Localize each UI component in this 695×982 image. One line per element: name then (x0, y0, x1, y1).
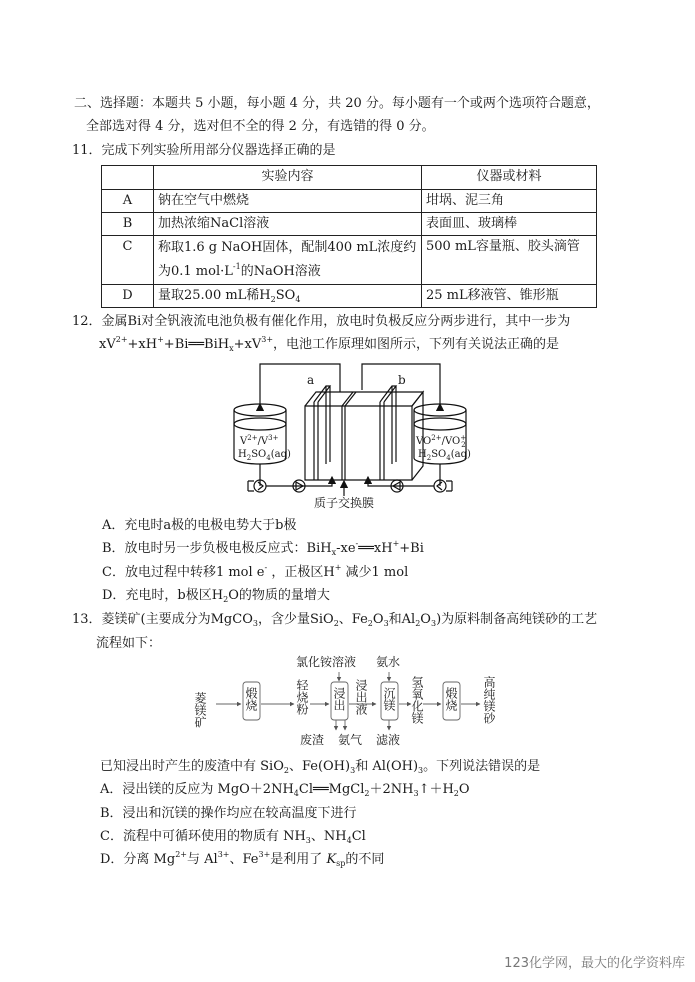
right-tank-liquid (414, 418, 466, 430)
row-content-line2-pre: 为0.1 mol·L (158, 264, 233, 279)
flow-waste1: 废渣 (300, 733, 325, 747)
row-apparatus: 25 mL移液管、锥形瓶 (422, 285, 597, 308)
q12-option-c: C．放电过程中转移1 mol e- ，正极区H+ 减少1 mol (102, 563, 409, 580)
row-content (154, 285, 422, 308)
process-flowchart (193, 652, 503, 748)
row-content-chem: NaCl (210, 216, 244, 231)
flow-prod2: 浸出液 (354, 679, 368, 715)
section-heading-line2: 全部选对得 4 分，选对但不全的得 2 分，有选错的得 0 分。 (86, 119, 435, 134)
row-label: D (102, 285, 154, 308)
footer-watermark: 123化学网，最大的化学资料库 (504, 956, 685, 971)
right-tank-line2: $H_2SO_4(aq)$ (418, 449, 471, 462)
right-tank-top (414, 404, 466, 416)
membrane-label: 质子交换膜 (314, 496, 375, 510)
electrode-a-label: a (307, 373, 315, 387)
header-cell-label (102, 166, 154, 190)
row-content-mid: SO (275, 288, 296, 303)
left-tank-line1: $V^{2+}/V^{3+}$ (240, 434, 279, 447)
row-content (154, 236, 422, 285)
row-content-line1: 称取1.6 g NaOH固体，配制400 mL浓度约 (158, 240, 417, 255)
row-content: 钠在空气中燃烧 (154, 190, 422, 213)
cell-box-top (305, 392, 423, 406)
eq-sub: x (229, 344, 234, 353)
q12-option-b: B．放电时另一步负极电极反应式：BiH$_x$-xe-══xH++Bi (102, 539, 424, 557)
header-cell-apparatus: 仪器或材料 (422, 166, 597, 190)
eq-part: +Bi══BiH (163, 337, 230, 352)
left-top-pipe (260, 364, 340, 404)
q12-option-a: A．充电时a极的电极电势大于b极 (102, 518, 297, 533)
eq-sup: 3+ (261, 335, 274, 344)
left-tank-top (234, 404, 286, 416)
q11-stem: 11．完成下列实验所用部分仪器选择正确的是 (72, 143, 336, 158)
header-cell-content: 实验内容 (154, 166, 422, 190)
flow-raw: 菱镁矿 (193, 692, 207, 728)
eq-part: ，电池工作原理如图所示，下列有关说法正确的是 (273, 337, 560, 352)
row-content-sub2: 4 (295, 295, 301, 304)
row-apparatus: 500 mL容量瓶、胶头滴管 (422, 236, 597, 285)
flow-step3: 沉镁 (382, 687, 396, 711)
flow-step2: 浸出 (332, 687, 346, 711)
q13-stem-line2: 流程如下： (96, 636, 162, 651)
flow-prod3: 氢氧化镁 (410, 676, 424, 724)
eq-part: +xV (233, 337, 262, 352)
q13-known: 已知浸出时产生的废渣中有 SiO$_2$、$Fe(OH)_3$和 $Al(OH)_3$。下列说法错误的是 (100, 759, 541, 775)
left-tank-liquid (234, 418, 286, 430)
row-content-post: 溶液 (243, 216, 270, 231)
membrane (342, 392, 356, 480)
electrode-b (380, 386, 396, 480)
eq-part: xV (99, 337, 116, 352)
flow-step1: 煅烧 (244, 687, 258, 711)
electrode-a (314, 386, 330, 480)
table-row (102, 236, 597, 285)
electrode-b-label: b (398, 373, 406, 387)
table-row (102, 190, 597, 213)
table-header-row (102, 166, 597, 190)
row-content-line2-sup: -1 (232, 262, 241, 271)
eq-sup: + (157, 335, 164, 344)
left-tank-line2: $H_2SO_4(aq)$ (238, 449, 291, 462)
row-content-sub1: 2 (270, 295, 276, 304)
flow-battery-diagram (222, 360, 478, 510)
row-content-pre: 加热浓缩 (158, 216, 211, 231)
flow-reagent2: 氨水 (376, 655, 401, 669)
row-label: A (102, 190, 154, 213)
row-label: C (102, 236, 154, 285)
q12-option-d: D．充电时，b极区$H_2O$的物质的量增大 (102, 588, 330, 604)
flow-gas1: 氨气 (338, 733, 363, 747)
flow-step4: 煅烧 (444, 687, 458, 711)
q13-option-c: C．流程中可循环使用的物质有 $NH_3$、$NH_4Cl$ (100, 829, 366, 845)
section-heading-line1: 二、选择题：本题共 5 小题，每小题 4 分，共 20 分。每小题有一个或两个选项符合题意， (74, 96, 600, 111)
q13-stem-line1: 13．菱镁矿(主要成分为MgCO$_3$，含少量SiO$_2$、$Fe_2O_3$和$Al_2O_3$)为原料制备高纯镁砂的工艺 (72, 612, 598, 628)
table-row (102, 213, 597, 236)
right-tank-line1: $VO^{2+}/VO^+$ 2 (416, 434, 467, 449)
flow-final: 高纯镁砂 (482, 676, 496, 724)
q13-option-b: B．浸出和沉镁的操作均应在较高温度下进行 (100, 806, 357, 821)
q11-table (101, 165, 597, 308)
q13-option-a: A．浸出镁的反应为 $MgO+2NH_4Cl══MgCl_2+2NH_3↑+H_2O$ (100, 782, 470, 798)
eq-part: +xH (127, 337, 158, 352)
row-content-pre: 量取25.00 mL稀H (158, 288, 271, 303)
row-apparatus: 表面皿、玻璃棒 (422, 213, 597, 236)
q12-equation (99, 337, 559, 353)
table-row (102, 285, 597, 308)
right-bottom-pipe (368, 464, 440, 486)
row-content (154, 213, 422, 236)
row-apparatus: 坩埚、泥三角 (422, 190, 597, 213)
q12-stem-line1: 12．金属Bi对全钒液流电池负极有催化作用，放电时负极反应分两步进行，其中一步为 (72, 314, 571, 329)
row-content-line2-post: 的NaOH溶液 (240, 264, 321, 279)
flow-waste2: 滤液 (376, 733, 401, 747)
flow-reagent1: 氯化铵溶液 (296, 655, 357, 669)
q13-option-d: D．分离 $Mg^{2+}$与 $Al^{3+}$、$Fe^{3+}$是利用了 $K_{sp}$的不同 (100, 850, 385, 868)
eq-sup: 2+ (115, 335, 128, 344)
flow-prod1: 轻烧粉 (295, 679, 309, 715)
row-label: B (102, 213, 154, 236)
